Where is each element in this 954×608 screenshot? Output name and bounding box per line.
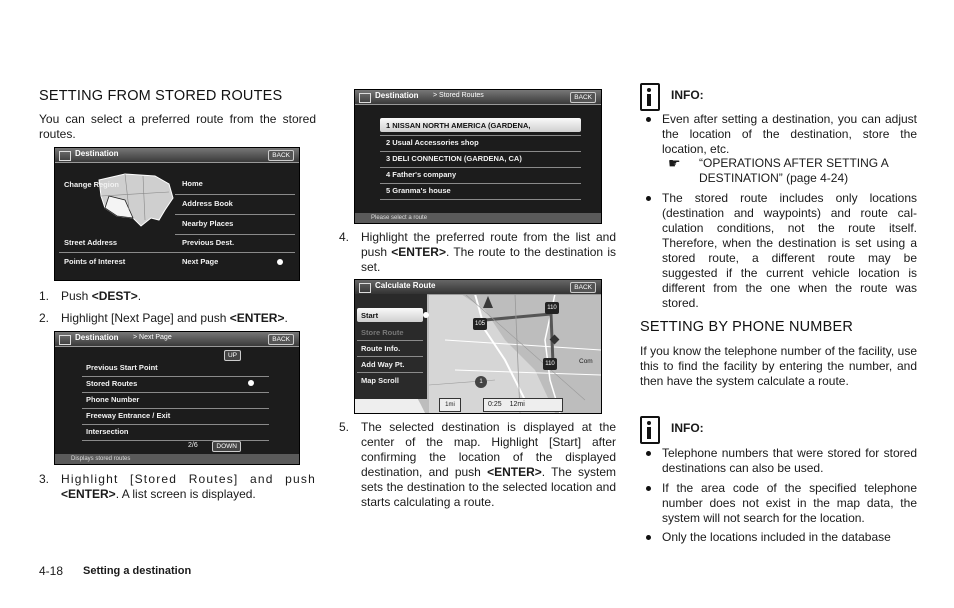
back-button[interactable]: BACK — [268, 334, 294, 345]
selection-dot — [277, 259, 283, 265]
enter-key: <ENTER> — [61, 487, 116, 501]
menu-street-address[interactable]: Street Address — [64, 238, 118, 247]
info-bullet-2: The stored route includes only locations (destination and waypoints) and route cal-culation conditions, not the route itself. Therefore, when the destination is set using a stored route, a different route may be suggested if the current vehicle location is different from the one when the route was stored. — [662, 191, 917, 310]
menu-phone-number[interactable]: Phone Number — [86, 395, 140, 404]
destination-icon — [59, 335, 71, 345]
route-summary — [483, 398, 563, 412]
enter-key: <ENTER> — [391, 245, 446, 259]
menu-address-book[interactable]: Address Book — [182, 199, 233, 208]
breadcrumb: > Next Page — [133, 334, 172, 341]
menu-next-page[interactable]: Next Page — [182, 257, 219, 266]
intro-paragraph: You can select a preferred route from the stored routes. — [39, 112, 316, 141]
menu-store-route[interactable]: Store Route — [361, 328, 404, 337]
section-heading-phone-number: SETTING BY PHONE NUMBER — [640, 319, 854, 335]
screenshot-calculate-route — [354, 279, 602, 414]
highway-shield-icon: 110 — [545, 302, 559, 314]
screen-title: Destination — [75, 333, 119, 342]
screenshot-next-page — [54, 331, 300, 465]
scroll-down-button[interactable]: DOWN — [212, 441, 241, 452]
screen-title-bar — [55, 148, 299, 163]
screen-title: Destination — [375, 91, 419, 100]
selection-dot — [248, 380, 254, 386]
menu-start[interactable]: Start — [361, 311, 379, 320]
info-bullet-3: Telephone numbers that were stored for stored destinations can also be used. — [662, 446, 917, 475]
route-item-1[interactable]: 1 NISSAN NORTH AMERICA (GARDENA, — [386, 121, 531, 130]
enter-key: <ENTER> — [229, 311, 285, 325]
route-item-3[interactable]: 3 DELI CONNECTION (GARDENA, CA) — [386, 154, 522, 163]
back-button[interactable]: BACK — [570, 282, 596, 293]
menu-home[interactable]: Home — [182, 179, 203, 188]
info-bullet-5: Only the locations included in the database — [662, 530, 917, 545]
map-scale[interactable]: 1mi — [439, 398, 461, 412]
step-1: 1. Push <DEST>. — [39, 289, 142, 303]
route-distance: 12mi — [509, 401, 525, 408]
route-item-2[interactable]: 2 Usual Accessories shop — [386, 138, 479, 147]
menu-route-info[interactable]: Route Info. — [361, 344, 401, 353]
dest-key: <DEST> — [91, 289, 138, 303]
scroll-up-button[interactable]: UP — [224, 350, 241, 361]
menu-intersection[interactable]: Intersection — [86, 427, 129, 436]
highway-shield-icon: 110 — [543, 358, 557, 370]
step-5: 5. The selected destination is displayed at the center of the map. Highlight [Start] after confirming the location of the displayed destination, and push <ENTER>. The system sets the destination to the selected location and starts calculating a route. — [339, 420, 617, 509]
route-item-5[interactable]: 5 Granma's house — [386, 186, 451, 195]
destination-flag-icon — [483, 296, 493, 308]
menu-map-scroll[interactable]: Map Scroll — [361, 376, 399, 385]
destination-icon — [59, 151, 71, 161]
page-number: 4-18 — [39, 564, 64, 578]
menu-previous-dest[interactable]: Previous Dest. — [182, 238, 235, 247]
info-label: INFO: — [671, 421, 704, 435]
status-bar: Displays stored routes — [55, 454, 299, 464]
route-marker-icon: 1 — [475, 376, 487, 388]
info-icon — [640, 416, 660, 444]
route-item-4[interactable]: 4 Father's company — [386, 170, 457, 179]
reference-pointer-icon: ☛ — [668, 155, 681, 171]
selection-dot — [423, 312, 429, 318]
info-bullet-4: If the area code of the specified telephone number does not exist in the map data, the system will not search for the location. — [662, 481, 917, 525]
menu-freeway-entrance[interactable]: Freeway Entrance / Exit — [86, 411, 171, 420]
info-label: INFO: — [671, 88, 704, 102]
highway-shield-icon: 105 — [473, 318, 487, 330]
menu-add-way-pt[interactable]: Add Way Pt. — [361, 360, 405, 369]
back-button[interactable]: BACK — [268, 150, 294, 161]
menu-change-region[interactable]: Change Region — [64, 180, 120, 189]
menu-stored-routes[interactable]: Stored Routes — [86, 379, 138, 388]
menu-nearby-places[interactable]: Nearby Places — [182, 219, 234, 228]
info-icon — [640, 83, 660, 111]
info-bullet-1: Even after setting a destination, you can adjust the location of the destination, store the location, etc. — [662, 112, 917, 156]
screenshot-destination-menu — [54, 147, 300, 281]
page-indicator: 2/6 — [188, 442, 198, 449]
screenshot-stored-routes — [354, 89, 602, 224]
back-button[interactable]: BACK — [570, 92, 596, 103]
step-4: 4. Highlight the preferred route from the list and push <ENTER>. The route to the destination is set. — [339, 230, 616, 274]
section-heading-stored-routes: SETTING FROM STORED ROUTES — [39, 88, 283, 104]
breadcrumb: > Stored Routes — [433, 92, 484, 99]
intro-paragraph-2: If you know the telephone number of the facility, use this to find the facility by entering the number, and then have the system calculate a route. — [640, 344, 917, 388]
destination-icon — [359, 93, 371, 103]
menu-points-of-interest[interactable]: Points of Interest — [64, 257, 126, 266]
map-city-label: Com — [579, 358, 593, 365]
status-bar: Please select a route — [355, 213, 601, 223]
route-icon — [359, 283, 371, 293]
footer-section-title: Setting a destination — [83, 565, 192, 577]
enter-key: <ENTER> — [487, 465, 542, 479]
menu-previous-start-point[interactable]: Previous Start Point — [86, 363, 158, 372]
route-time: 0:25 — [488, 401, 502, 408]
step-2: 2. Highlight [Next Page] and push <ENTER>. — [39, 311, 288, 325]
screen-title: Destination — [75, 149, 119, 158]
step-3: 3. Highlight [Stored Routes] and push <ENTER>. A list screen is displayed. — [39, 472, 316, 501]
screen-title: Calculate Route — [375, 281, 436, 290]
cross-reference[interactable]: “OPERATIONS AFTER SETTING A DESTINATION” (page 4-24) — [699, 156, 889, 185]
